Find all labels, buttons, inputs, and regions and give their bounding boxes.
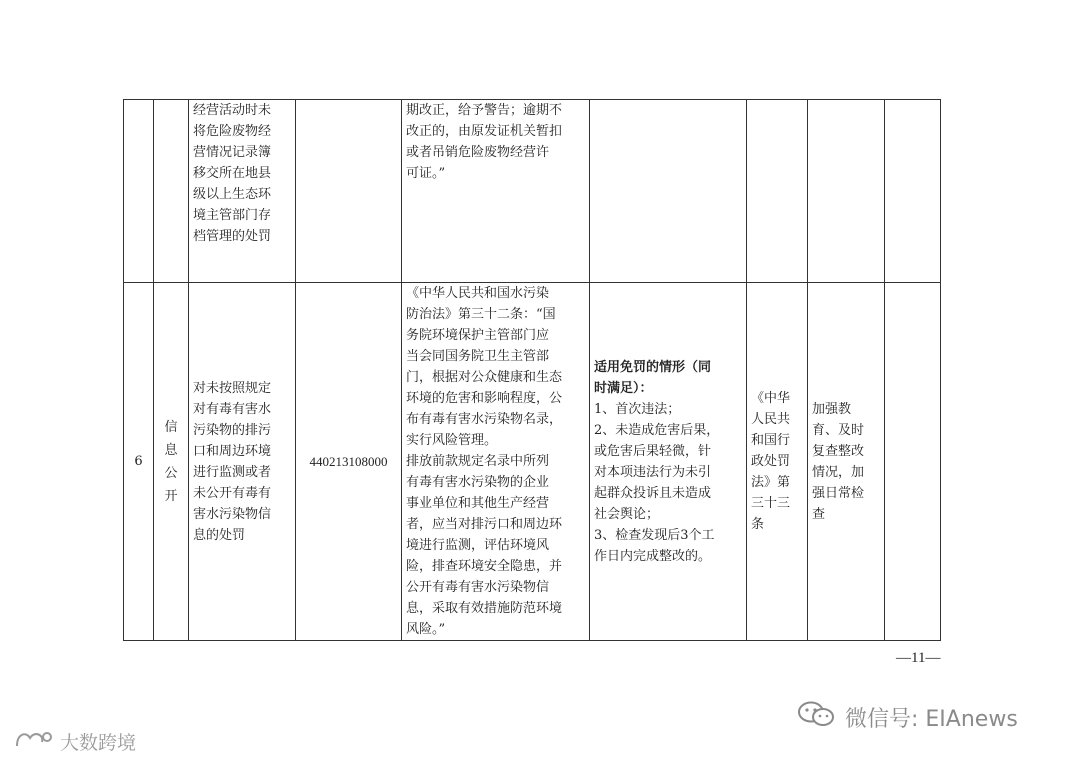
category-label: 信息公开 [164, 419, 178, 504]
measure-cell [808, 100, 885, 283]
category-cell [154, 283, 189, 641]
legal-basis-cell: 《中华人民共和国水污染 防治法》第三十二条：“国 务院环境保护主管部门应 当会同国务院卫生主管部 门，根据对公众健康和生态 环境的危害和影响程度，公 布有毒有害水污染物名录， 实行风险管理。 排放前款规定名录中所列 有毒有害水污染物的企业 事业单位和其他生产经营 者，应当对排污口和周边环 境进行监测，评估环境风 险，排查环境安全隐患，并 公开有毒有害水污染物信 息，采取有效措施防范环境 风险。” [402, 283, 590, 641]
brand-text: 大数跨境 [60, 732, 137, 754]
category-cell [154, 100, 189, 283]
condition-title: 适用免罚的情形（同 时满足）： [594, 359, 712, 396]
table-row [124, 100, 941, 283]
row-number-cell: 6 [124, 283, 154, 641]
condition-cell [590, 283, 747, 641]
item-cell: 对未按照规定 对有毒有害水 污染物的排污 口和周边环境 进行监测或者 未公开有毒有 害水污染物信 息的处罚 [189, 283, 296, 641]
law-cell [747, 100, 808, 283]
legal-basis-cell: 期改正，给予警告；逾期不 改正的，由原发证机关暂扣 或者吊销危险废物经营许 可证。” [402, 100, 590, 283]
penalty-table [123, 99, 941, 641]
extra-cell [885, 283, 941, 641]
table-row [124, 283, 941, 641]
wechat-id-text: 微信号: EIAnews [845, 706, 1018, 732]
page-number: —11— [896, 650, 941, 666]
measure-cell: 加强教 育、及时 复查整改 情况，加 强日常检 查 [808, 283, 885, 641]
item-cell: 经营活动时未 将危险废物经 营情况记录簿 移交所在地县 级以上生态环 境主管部门存 档管理的处罚 [189, 100, 296, 283]
wechat-watermark [797, 700, 1018, 734]
row-number-cell [124, 100, 154, 283]
law-cell: 《中华 人民共 和国行 政处罚 法》第 三十三 条 [747, 283, 808, 641]
brand-logo-icon [14, 728, 54, 755]
condition-text: 1、首次违法； 2、未造成危害后果， 或危害后果轻微，针 对本项违法行为未引 起群众投诉且未造成 社会舆论； 3、检查发现后3个工 作日内完成整改的。 [594, 401, 720, 564]
brand-watermark [14, 728, 136, 755]
condition-cell [590, 100, 747, 283]
extra-cell [885, 100, 941, 283]
wechat-icon [797, 700, 837, 734]
code-cell: 440213108000 [296, 283, 402, 641]
code-cell [296, 100, 402, 283]
